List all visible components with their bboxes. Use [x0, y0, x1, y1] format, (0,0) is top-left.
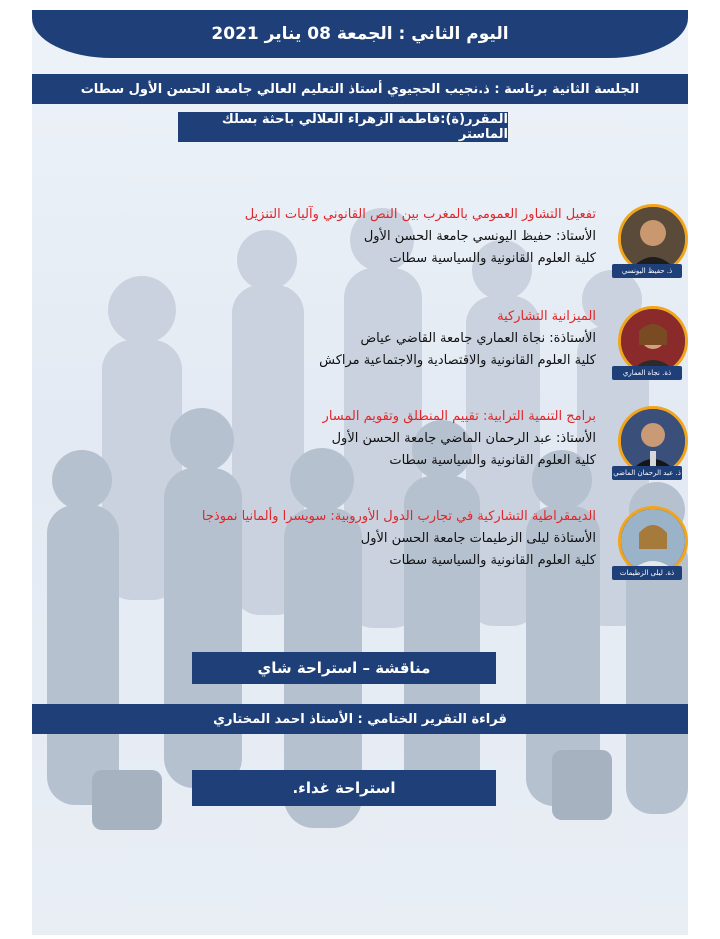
- lunch-break-text: استراحة غداء.: [292, 779, 396, 797]
- speaker-photo: [608, 306, 688, 390]
- speaker-name: الأستاذ: عبد الرحمان الماضي جامعة الحسن الأول: [331, 431, 596, 446]
- program-sheet: [32, 10, 688, 935]
- talk-title: الميزانية التشاركية: [497, 309, 596, 324]
- talk-item: [32, 204, 688, 294]
- speaker-name: الأستاذ: حفيظ اليونسي جامعة الحسن الأول: [363, 229, 596, 244]
- talk-item: [32, 406, 688, 496]
- talk-title: الديمقراطية التشاركية في تجارب الدول الأوروبية: سويسرا وألمانيا نموذجا: [201, 509, 596, 524]
- speaker-faculty: كلية العلوم القانونية والسياسية سطات: [389, 553, 596, 568]
- day-title: اليوم الثاني : الجمعة 08 يناير 2021: [211, 24, 509, 44]
- session-chair-bar: [32, 74, 688, 104]
- speaker-caption: ذ. حفيظ اليونسي: [612, 264, 682, 278]
- rapporteur-text: المقرر(ة):فاطمة الزهراء العلالي باحثة بسلك الماستر: [221, 112, 508, 142]
- talk-item: [32, 306, 688, 396]
- speaker-photo: [608, 406, 688, 490]
- day-title-banner: [32, 10, 688, 58]
- speaker-name: الأستاذة ليلى الزطيمات جامعة الحسن الأول: [360, 531, 596, 546]
- speaker-caption: ذ. عبد الرحمان الماضي: [612, 466, 682, 480]
- session-chair-text: الجلسة الثانية برئاسة : ذ.نجيب الحجيوي أستاذ التعليم العالي جامعة الحسن الأول سطات: [80, 81, 640, 97]
- speaker-caption: ذة. نجاة العماري: [612, 366, 682, 380]
- closing-report-bar: [32, 704, 688, 734]
- speaker-name: الأستاذة: نجاة العماري جامعة القاضي عياض: [360, 331, 596, 346]
- speaker-faculty: كلية العلوم القانونية والسياسية سطات: [389, 251, 596, 266]
- speaker-photo: [608, 506, 688, 590]
- rapporteur-bar: [178, 112, 508, 142]
- talk-item: [32, 506, 688, 596]
- discussion-break-bar: [192, 652, 496, 684]
- talk-title: تفعيل التشاور العمومي بالمغرب بين النص القانوني وآليات التنزيل: [244, 207, 596, 222]
- closing-report-text: قراءة التقرير الختامي : الأستاذ احمد المختاري: [213, 711, 507, 727]
- talk-title: برامج التنمية الترابية: تقييم المنطلق وتقويم المسار: [322, 409, 596, 424]
- speaker-faculty: كلية العلوم القانونية والسياسية سطات: [389, 453, 596, 468]
- lunch-break-bar: [192, 770, 496, 806]
- speaker-caption: ذة. ليلى الزطيمات: [612, 566, 682, 580]
- discussion-break-text: مناقشة – استراحة شاي: [257, 659, 431, 677]
- speaker-faculty: كلية العلوم القانونية والاقتصادية والاجتماعية مراكش: [319, 353, 596, 368]
- speaker-photo: [608, 204, 688, 288]
